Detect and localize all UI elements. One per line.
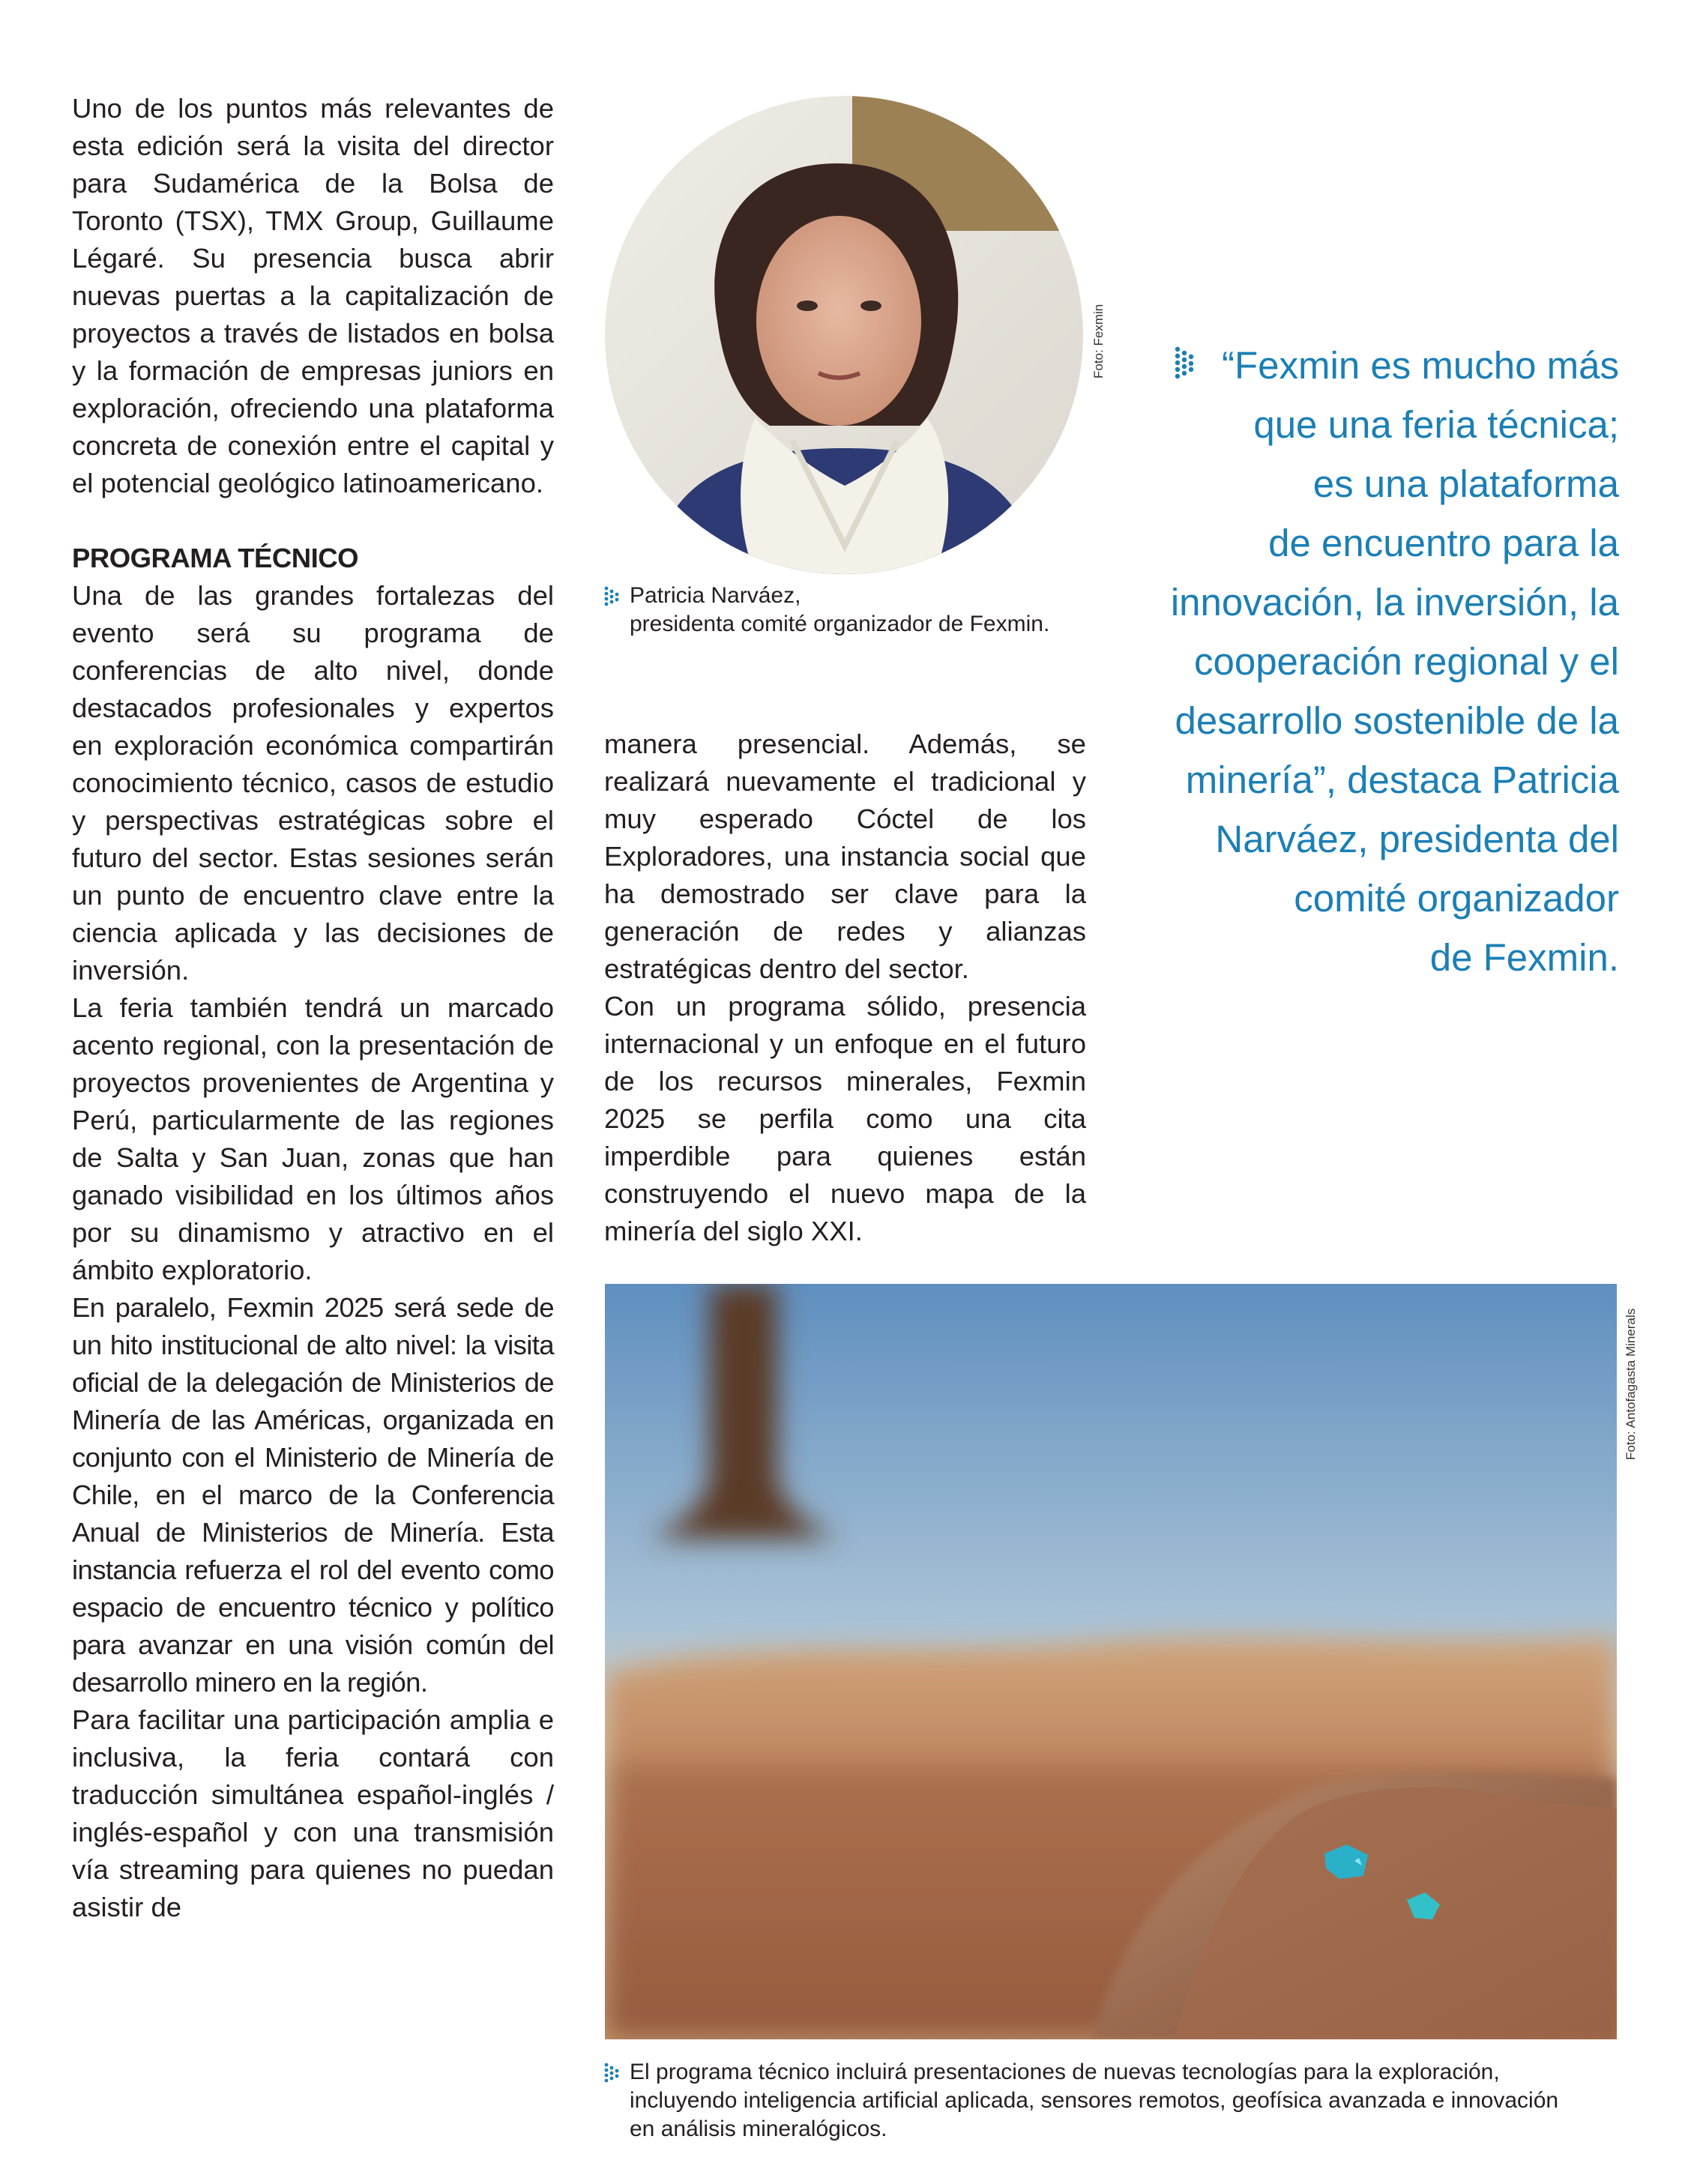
mining-photo-caption	[630, 2058, 1627, 2144]
portrait-caption	[630, 582, 1049, 639]
portrait-caption-name: Patricia Narváez,	[630, 583, 801, 608]
pull-quote-line: desarrollo sostenible de la	[1175, 699, 1619, 742]
pull-quote-line: es una plataforma	[1312, 462, 1619, 505]
paragraph-hito-institucional: En paralelo, Fexmin 2025 será sede de un hito institucional de alto nivel: la visita oficial de la delegación de Ministerios de Minería de las Américas, organizada en conjunto con el Ministerio de Minería de Chile, en el marco de la Conferencia Anual de Ministerios de Minería. Esta instancia refuerza el rol del evento como espacio de encuentro técnico y político para avanzar en una visión común del desarrollo minero en la región.	[72, 1292, 554, 1698]
mining-photo-caption-line: incluyendo inteligencia artificial aplicada, sensores remotos, geofísica avanzada e innovación	[630, 2088, 1559, 2113]
pull-quote-line: de encuentro para la	[1268, 522, 1619, 564]
pull-quote-line: de Fexmin.	[1429, 936, 1619, 979]
portrait-photo-credit: Foto: Fexmin	[1091, 304, 1106, 378]
paragraph-participacion-continued: manera presencial. Además, se realizará nuevamente el tradicional y muy esperado Cóctel de los Exploradores, una instancia social que ha demostrado ser clave para la generación de redes y alianzas estratégicas dentro del sector.	[604, 728, 1086, 984]
intro-paragraph: Uno de los puntos más relevantes de esta edición será la visita del director para Sudamérica de la Bolsa de Toronto (TSX), TMX Group, Guillaume Légaré. Su presencia busca abrir nuevas puertas a la capitalización de proyectos a través de listados en bolsa y la formación de empresas juniors en exploración, ofreciendo una plataforma concreta de conexión entre el capital y el potencial geológico latinoamericano.	[72, 93, 554, 498]
dotted-triangle-icon	[604, 586, 621, 610]
mining-photo	[605, 1284, 1617, 2039]
paragraph-participacion: Para facilitar una participación amplia e inclusiva, la feria contará con traducción simultánea español-inglés / inglés-español y con una transmisión vía streaming para quienes no puedan asistir de	[72, 1704, 554, 1922]
pull-quote-line: comité organizador	[1294, 877, 1619, 920]
mining-photo-credit: Foto: Antofagasta Minerals	[1624, 1308, 1638, 1460]
pull-quote-line: cooperación regional y el	[1193, 640, 1619, 683]
pull-quote-line: minería”, destaca Patricia	[1185, 758, 1619, 801]
mining-photo-caption-line: en análisis mineralógicos.	[630, 2117, 887, 2141]
section-heading: PROGRAMA TÉCNICO	[72, 543, 359, 573]
pull-quote-line: Narváez, presidenta del	[1215, 818, 1619, 860]
article-column-left	[72, 90, 554, 1926]
paragraph-conferencias: Una de las grandes fortalezas del evento será su programa de conferencias de alto nivel, donde destacados profesionales y expertos en exploración económica compartirán conocimiento técnico, casos de estudio y perspectivas estratégicas sobre el futuro del sector. Estas sesiones serán un punto de encuentro clave entre la ciencia aplicada y las decisiones de inversión.	[72, 580, 554, 986]
paragraph-conclusion: Con un programa sólido, presencia internacional y un enfoque en el futuro de los recursos minerales, Fexmin 2025 se perfila como una cita imperdible para quienes están construyendo el nuevo mapa de la minería del siglo XXI.	[604, 991, 1086, 1246]
pull-quote-line: “Fexmin es mucho más	[1222, 344, 1619, 387]
pull-quote-line: que una feria técnica;	[1253, 403, 1619, 446]
portrait-photo	[605, 96, 1083, 574]
pull-quote	[1154, 336, 1619, 987]
portrait-caption-role: presidenta comité organizador de Fexmin.	[630, 612, 1050, 636]
paragraph-acento-regional: La feria también tendrá un marcado acento regional, con la presentación de proyectos provenientes de Argentina y Perú, particularmente de las regiones de Salta y San Juan, zonas que han ganado visibilidad en los últimos años por su dinamismo y atractivo en el ámbito exploratorio.	[72, 992, 554, 1285]
pull-quote-line: innovación, la inversión, la	[1170, 581, 1619, 624]
dotted-triangle-icon	[604, 2063, 621, 2087]
mining-photo-caption-line: El programa técnico incluirá presentaciones de nuevas tecnologías para la exploración,	[630, 2060, 1500, 2084]
article-column-middle	[604, 726, 1086, 1250]
